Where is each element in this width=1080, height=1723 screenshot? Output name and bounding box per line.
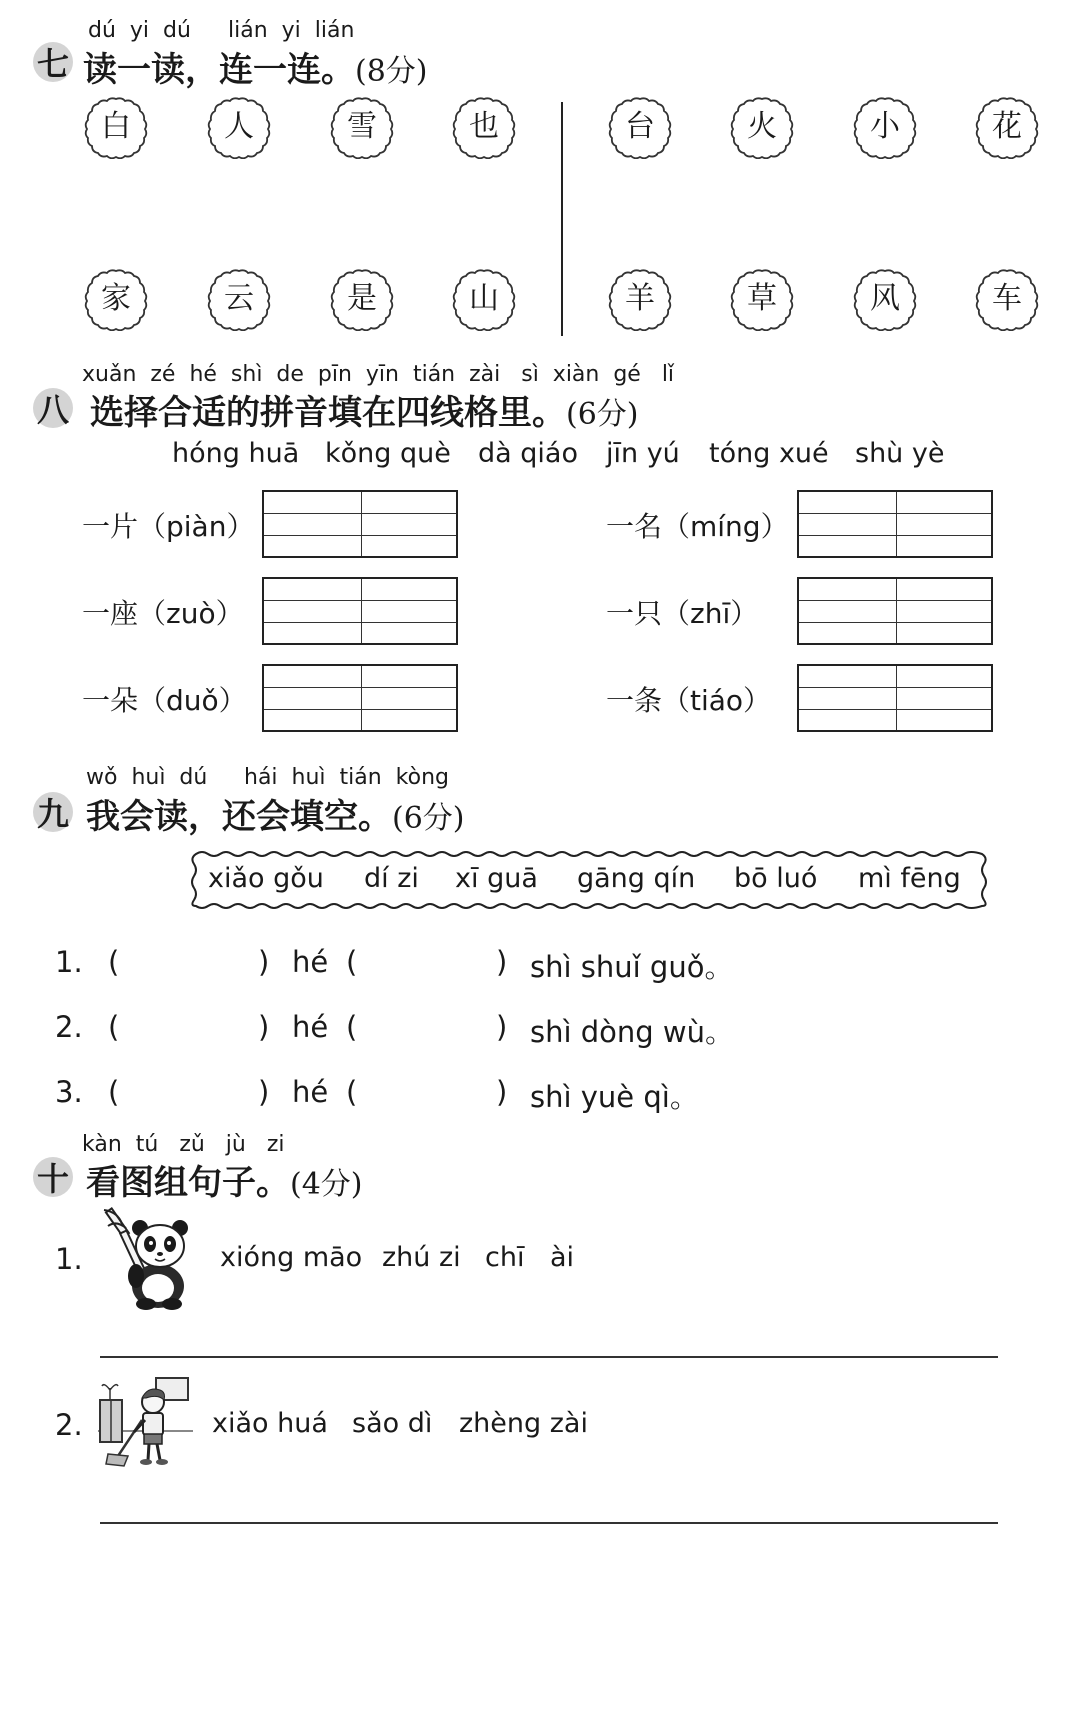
s9-q1-he: hé <box>292 945 329 979</box>
s9-q3-he: hé <box>292 1075 329 1109</box>
four-line-grid[interactable] <box>262 490 458 558</box>
answer-line-2[interactable] <box>100 1522 998 1524</box>
char-label: 台 <box>625 109 655 144</box>
four-line-grid[interactable] <box>262 664 458 732</box>
char-label: 雪 <box>347 109 377 144</box>
s9-word-1: xiǎo gǒu <box>208 863 324 894</box>
s9-q3-num: 3. <box>55 1075 83 1109</box>
s10-item-2-num: 2. <box>55 1408 83 1442</box>
s9-q2-close-2: ) <box>496 1010 508 1044</box>
s9-q2-close-1: ) <box>258 1010 270 1044</box>
s9-q1-open-1: ( <box>108 945 120 979</box>
s10-item-1-word-1: xióng māo <box>220 1242 363 1273</box>
s9-q3-open-2: ( <box>346 1075 358 1109</box>
char-flower[interactable] <box>730 267 794 331</box>
s9-word-2: dí zi <box>364 863 419 894</box>
s9-q2-tail: shì dòng wù。 <box>530 1015 735 1049</box>
s10-item-1-num: 1. <box>55 1242 83 1276</box>
s8-word-1: hóng huā <box>172 438 300 469</box>
s9-word-6: mì fēng <box>858 863 961 894</box>
s8-left-label-2: 一座（zuò） <box>82 597 244 630</box>
s8-word-4: jīn yú <box>606 438 680 469</box>
s9-word-4: gāng qín <box>577 863 696 894</box>
s10-item-1-word-2: zhú zi <box>382 1242 461 1273</box>
char-flower[interactable] <box>975 267 1039 331</box>
s10-item-2-word-3: zhèng zài <box>459 1408 588 1439</box>
char-label: 羊 <box>625 281 655 316</box>
char-flower[interactable] <box>330 267 394 331</box>
char-label: 草 <box>747 281 777 316</box>
s9-q3-open-1: ( <box>108 1075 120 1109</box>
s7-divider <box>561 102 563 336</box>
section-9-badge: 九 <box>33 792 73 832</box>
s9-q2-he: hé <box>292 1010 329 1044</box>
char-flower[interactable] <box>330 95 394 159</box>
s8-word-5: tóng xué <box>709 438 829 469</box>
s10-item-2-word-2: sǎo dì <box>352 1408 433 1439</box>
char-flower[interactable] <box>84 95 148 159</box>
s9-q3-tail: shì yuè qì。 <box>530 1080 699 1114</box>
char-flower[interactable] <box>853 267 917 331</box>
char-label: 人 <box>224 109 254 144</box>
four-line-grid[interactable] <box>262 577 458 645</box>
char-label: 白 <box>101 109 131 144</box>
s9-pinyin-a: wǒ huì dú <box>86 765 208 790</box>
s8-left-label-3: 一朵（duǒ） <box>82 684 247 717</box>
s9-q1-tail: shì shuǐ guǒ。 <box>530 950 734 984</box>
s9-q1-close-1: ) <box>258 945 270 979</box>
s9-q2-open-2: ( <box>346 1010 358 1044</box>
char-label: 小 <box>870 109 900 144</box>
s8-word-3: dà qiáo <box>478 438 578 469</box>
s10-item-2-word-1: xiǎo huá <box>212 1408 328 1439</box>
boy-sweeping-picture <box>98 1376 198 1471</box>
four-line-grid[interactable] <box>797 490 993 558</box>
s8-word-2: kǒng què <box>325 438 451 469</box>
s7-pinyin-b: lián yi lián <box>228 18 355 43</box>
char-flower[interactable] <box>608 267 672 331</box>
char-flower[interactable] <box>452 95 516 159</box>
s9-q3-close-1: ) <box>258 1075 270 1109</box>
section-8-badge: 八 <box>33 388 73 428</box>
four-line-grid[interactable] <box>797 577 993 645</box>
answer-line-1[interactable] <box>100 1356 998 1358</box>
section-8-score: (6分) <box>566 397 639 432</box>
s9-q1-open-2: ( <box>346 945 358 979</box>
s9-q1-num: 1. <box>55 945 83 979</box>
s8-word-6: shù yè <box>855 438 945 469</box>
s9-pinyin-b: hái huì tián kòng <box>244 765 449 790</box>
panda-picture <box>100 1206 195 1311</box>
section-7-badge: 七 <box>33 42 73 82</box>
char-label: 家 <box>101 281 131 316</box>
char-label: 车 <box>992 281 1022 316</box>
section-7-title: 读一读，连一连。(8分) <box>83 50 428 90</box>
s8-right-label-2: 一只（zhī） <box>606 597 759 630</box>
s8-right-label-3: 一条（tiáo） <box>606 684 772 717</box>
s8-right-label-1: 一名（míng） <box>606 510 789 543</box>
char-label: 山 <box>469 281 499 316</box>
four-line-grid[interactable] <box>797 664 993 732</box>
s9-q3-close-2: ) <box>496 1075 508 1109</box>
section-10-score: (4分) <box>290 1167 363 1202</box>
s10-item-1-word-3: chī <box>485 1242 525 1273</box>
s7-pinyin-a: dú yi dú <box>88 18 191 43</box>
char-label: 也 <box>469 109 499 144</box>
s10-pinyin: kàn tú zǔ jù zi <box>82 1132 285 1157</box>
s8-pinyin: xuǎn zé hé shì de pīn yīn tián zài sì xiàn gé lǐ <box>82 362 675 387</box>
section-9-score: (6分) <box>392 801 465 836</box>
char-label: 是 <box>347 281 377 316</box>
section-9-title: 我会读，还会填空。(6分) <box>86 797 465 837</box>
char-flower[interactable] <box>452 267 516 331</box>
char-flower[interactable] <box>608 95 672 159</box>
s9-word-5: bō luó <box>734 863 818 894</box>
s9-q2-open-1: ( <box>108 1010 120 1044</box>
char-label: 花 <box>992 109 1022 144</box>
s9-word-3: xī guā <box>455 863 538 894</box>
char-label: 云 <box>224 281 254 316</box>
char-label: 风 <box>870 281 900 316</box>
char-flower[interactable] <box>84 267 148 331</box>
section-10-title: 看图组句子。(4分) <box>86 1163 363 1203</box>
char-flower[interactable] <box>207 267 271 331</box>
char-flower[interactable] <box>730 95 794 159</box>
char-flower[interactable] <box>207 95 271 159</box>
s9-q2-num: 2. <box>55 1010 83 1044</box>
char-flower[interactable] <box>853 95 917 159</box>
char-label: 火 <box>747 109 777 144</box>
s10-item-1-word-4: ài <box>550 1242 575 1273</box>
s8-left-label-1: 一片（piàn） <box>82 510 255 543</box>
char-flower[interactable] <box>975 95 1039 159</box>
section-8-title: 选择合适的拼音填在四线格里。(6分) <box>90 393 639 433</box>
s9-q1-close-2: ) <box>496 945 508 979</box>
section-7-score: (8分) <box>355 54 428 89</box>
section-10-badge: 十 <box>33 1157 73 1197</box>
